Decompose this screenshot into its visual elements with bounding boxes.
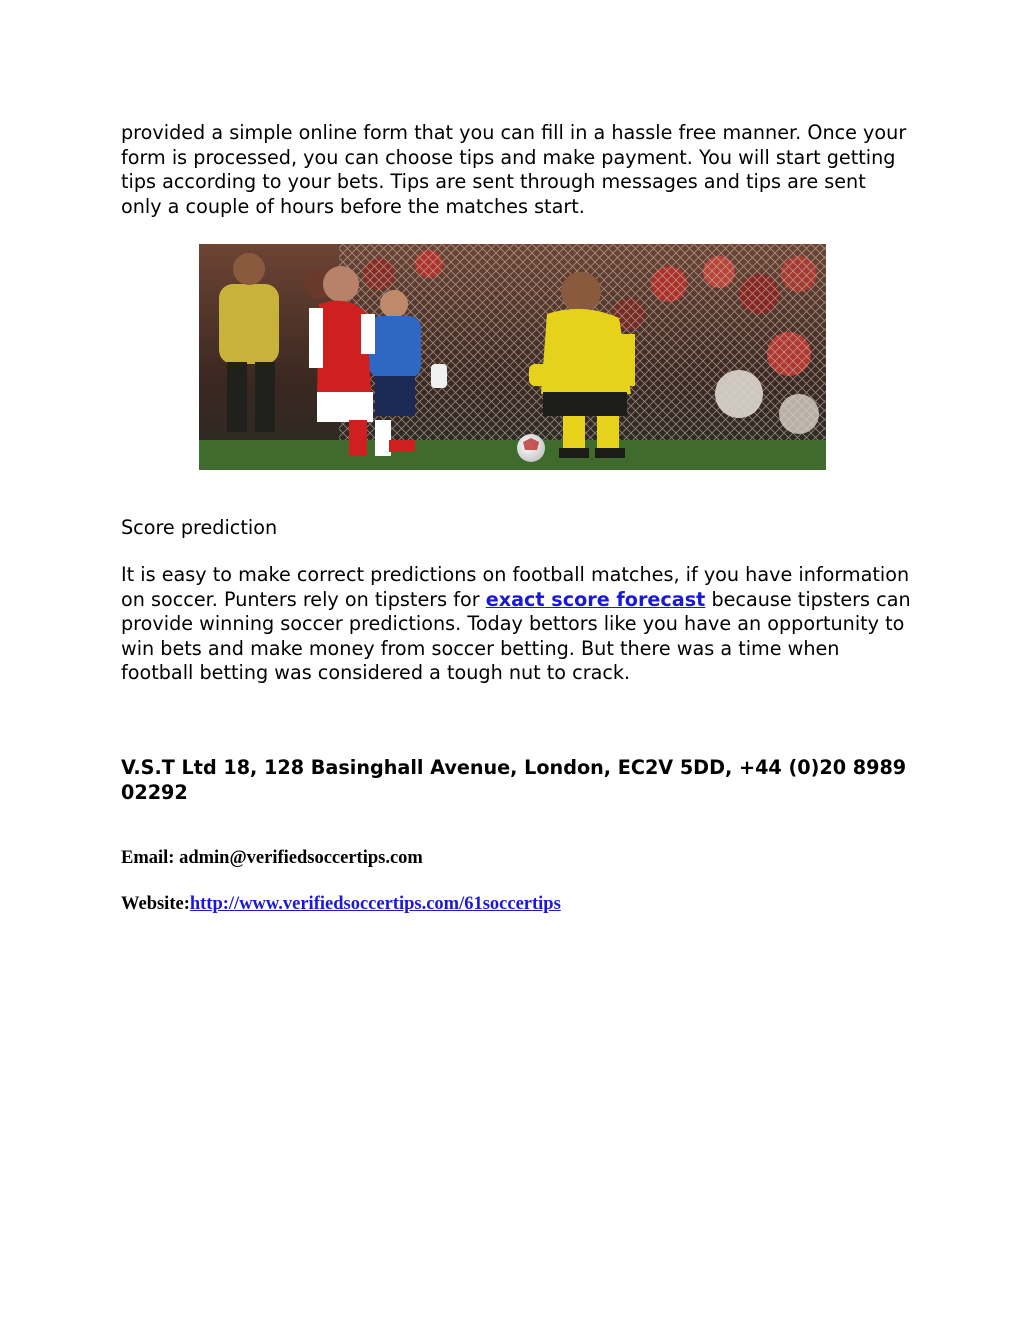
football-match-photo — [199, 244, 826, 470]
body-text-before-link: It is easy to make correct predictions on football matches, if you have information on soccer. Punters rely on tipsters for — [121, 563, 910, 611]
exact-score-forecast-link[interactable]: exact score forecast — [485, 587, 706, 611]
website-line — [121, 894, 561, 915]
intro-paragraph: provided a simple online form that you can fill in a hassle free manner. Once your form is processed, you can choose tips and make payment. You will start getting tips according to your bets. Tips are sent through messages and tips are sent only a couple of hours before the matches start. — [121, 121, 907, 218]
company-address: V.S.T Ltd 18, 128 Basinghall Avenue, London, EC2V 5DD, +44 (0)20 8989 02292 — [121, 756, 907, 804]
section-heading: Score prediction — [121, 516, 278, 539]
football — [517, 434, 545, 462]
website-link[interactable]: http://www.verifiedsoccertips.com/61soccertips — [189, 894, 561, 914]
body-text-after-link: because tipsters can provide winning soccer predictions. Today bettors like you have an opportunity to win bets and make money from soccer betting. But there was a time when football betting was considered a tough nut to crack. — [121, 587, 911, 684]
email-line: Email: admin@verifiedsoccertips.com — [121, 848, 423, 868]
website-label: Website: — [121, 894, 190, 914]
football-match-illustration — [199, 244, 826, 470]
body-paragraph — [121, 563, 911, 686]
